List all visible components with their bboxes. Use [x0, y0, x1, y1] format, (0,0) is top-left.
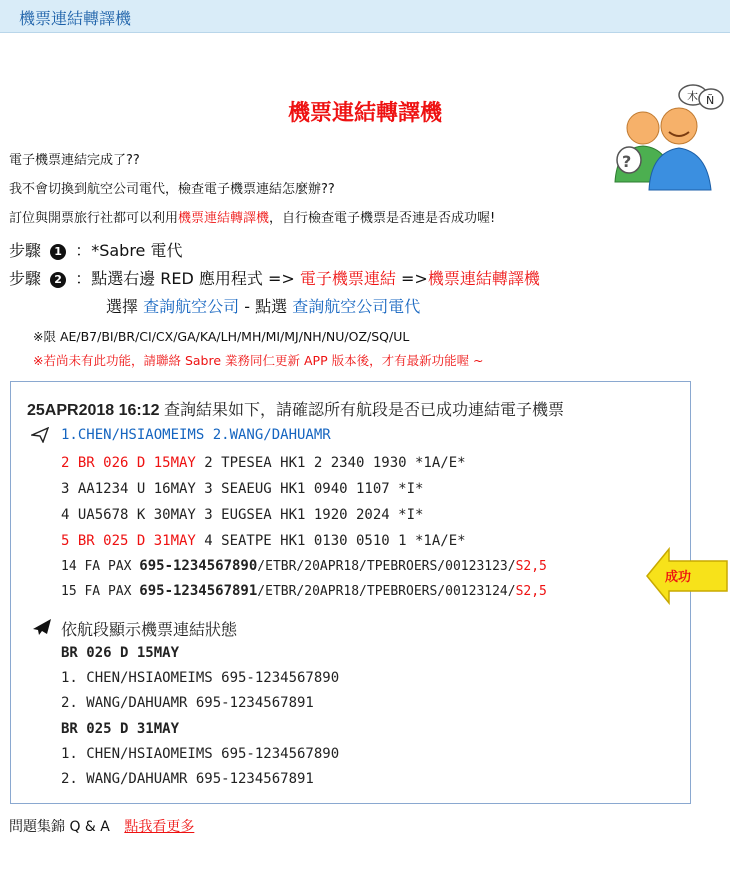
- fa-detail: /ETBR/20APR18/TPEBROERS/00123123/: [257, 559, 516, 574]
- ticket-number: 695-1234567890: [139, 558, 258, 574]
- flight-heading: BR 026 D 15MAY: [61, 645, 180, 661]
- step-1: [9, 238, 182, 261]
- segment-flight: 5 BR 025 D 31MAY: [61, 533, 196, 549]
- segment-row: [61, 507, 423, 523]
- intro-text: 訂位與開票旅行社都可以利用: [9, 211, 179, 226]
- segment-flight: 2 BR 026 D 15MAY: [61, 455, 196, 471]
- segment-row: [61, 481, 423, 497]
- fa-row: [61, 583, 547, 599]
- fa-segments: S2,5: [515, 559, 547, 574]
- intro-line-1: 電子機票連結完成了??: [9, 153, 140, 168]
- segment-detail: 4 SEATPE HK1 0130 0510 1 *1A/E*: [195, 533, 466, 549]
- success-label: 成功: [665, 570, 692, 585]
- fa-prefix: 14 FA PAX: [61, 559, 140, 574]
- intro-text-end: ，自行檢查電子機票是否連是否成功喔!: [269, 211, 496, 226]
- step-2-text: ：點選右邊 RED 應用程式 =>: [75, 269, 295, 288]
- send-icon: [31, 427, 49, 443]
- result-timestamp: 25APR2018 16:12: [27, 402, 160, 419]
- translator-link[interactable]: 機票連結轉譯機: [178, 211, 270, 226]
- ticket-number: 695-1234567891: [139, 583, 258, 599]
- airline-note: ※限 AE/B7/BI/BR/CI/CX/GA/KA/LH/MH/MI/MJ/NH/NU/OZ/SQ/UL: [33, 329, 410, 344]
- fa-detail: /ETBR/20APR18/TPEBROERS/00123124/: [257, 584, 516, 599]
- flight-heading: BR 025 D 31MAY: [61, 721, 180, 737]
- page-title: 機票連結轉譯機: [287, 101, 442, 126]
- segment-detail: 4 UA5678 K 30MAY 3 EUGSEA HK1 1920 2024 *I*: [61, 507, 424, 523]
- flight-pax: 1. CHEN/HSIAOMEIMS 695-1234567890: [61, 670, 340, 686]
- translator-app-link[interactable]: 機票連結轉譯機: [427, 269, 540, 288]
- eticket-link[interactable]: 電子機票連結: [299, 269, 396, 288]
- segment-row: [61, 455, 466, 471]
- success-arrow: [645, 545, 729, 607]
- svg-text:?: ?: [622, 152, 632, 171]
- translator-mascot-icon: [607, 82, 725, 192]
- fa-segments: S2,5: [515, 584, 547, 599]
- result-header: [27, 397, 564, 420]
- airplane-icon: [31, 617, 53, 637]
- step-label: 步驟: [9, 241, 42, 260]
- step-2: [9, 266, 540, 289]
- step-number-1: 1: [50, 244, 66, 260]
- fa-row: [61, 558, 547, 574]
- segment-detail: 3 AA1234 U 16MAY 3 SEAEUG HK1 0940 1107 *I*: [61, 481, 424, 497]
- svg-text:Ñ: Ñ: [706, 94, 715, 107]
- flight-pax: 2. WANG/DAHUAMR 695-1234567891: [61, 771, 314, 787]
- svg-text:木: 木: [687, 90, 698, 103]
- step-number-2: 2: [50, 272, 66, 288]
- segment-row: [61, 533, 466, 549]
- query-airline-gds-link[interactable]: 查詢航空公司電代: [292, 297, 421, 316]
- segment-detail: 2 TPESEA HK1 2 2340 1930 *1A/E*: [195, 455, 466, 471]
- header-bar: [0, 0, 730, 33]
- step-2-arrow: =>: [395, 269, 428, 288]
- flight-pax: 1. CHEN/HSIAOMEIMS 695-1234567890: [61, 746, 340, 762]
- footer: [9, 816, 194, 836]
- update-note: ※若尚未有此功能，請聯絡 Sabre 業務同仁更新 APP 版本後，才有最新功能喔 ~: [33, 353, 484, 368]
- step-1-text: ：*Sabre 電代: [75, 241, 183, 260]
- fa-prefix: 15 FA PAX: [61, 584, 140, 599]
- result-description: 查詢結果如下，請確認所有航段是否已成功連結電子機票: [164, 402, 565, 419]
- intro-line-3: [9, 207, 495, 226]
- intro-line-2: 我不會切換到航空公司電代，檢查電子機票連結怎麼辦??: [9, 182, 335, 197]
- query-airline-link[interactable]: 查詢航空公司: [143, 297, 240, 316]
- step-2-sub: [106, 294, 420, 317]
- qa-label: 問題集錦 Q & A: [9, 819, 110, 835]
- step-3-mid: - 點選: [244, 297, 288, 316]
- tab-title: 機票連結轉譯機: [19, 9, 132, 28]
- choose-label: 選擇: [106, 297, 139, 316]
- status-title: 依航段顯示機票連結狀態: [61, 622, 238, 639]
- flight-pax: 2. WANG/DAHUAMR 695-1234567891: [61, 695, 314, 711]
- more-link[interactable]: 點我看更多: [124, 819, 195, 835]
- step-label: 步驟: [9, 269, 42, 288]
- passenger-line: 1.CHEN/HSIAOMEIMS 2.WANG/DAHUAMR: [61, 427, 331, 443]
